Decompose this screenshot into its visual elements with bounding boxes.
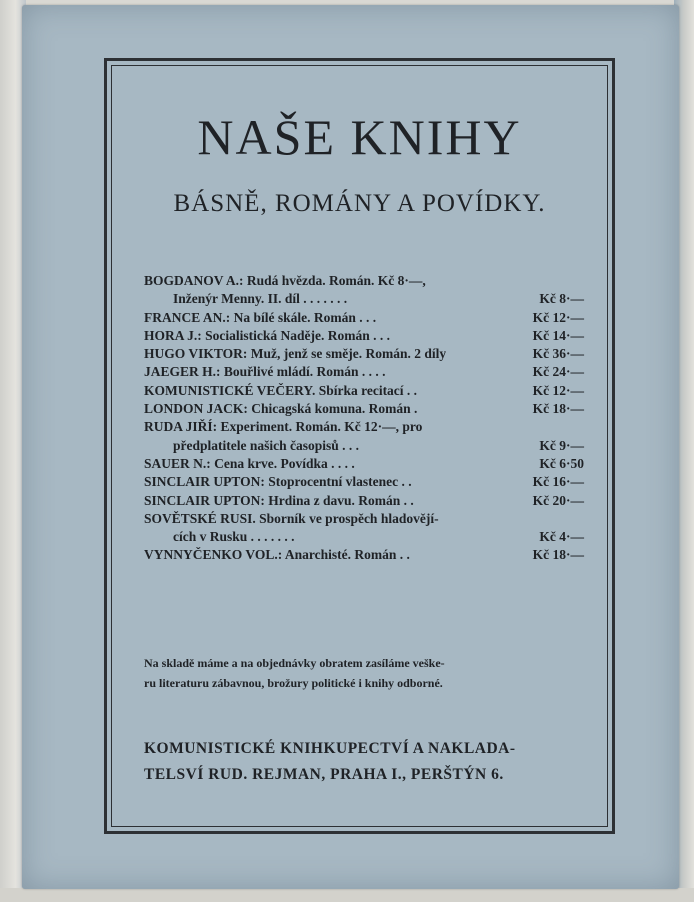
- book-price: Kč 9·—: [539, 437, 584, 453]
- book-entry-text: FRANCE AN.: Na bílé skále. Román . . .: [144, 309, 377, 325]
- book-list-item: [144, 510, 584, 528]
- book-entry-text: SOVĚTSKÉ RUSI. Sborník ve prospěch hladovějí-: [144, 510, 439, 526]
- book-entry-text: SINCLAIR UPTON: Stoprocentní vlastenec . .: [144, 474, 412, 490]
- book-list-item: [144, 290, 584, 308]
- book-entry-text: BOGDANOV A.: Rudá hvězda. Román. Kč 8·—,: [144, 273, 426, 288]
- book-list-item: [144, 473, 584, 491]
- cover-content: [112, 66, 607, 826]
- note-line: Na skladě máme a na objednávky obratem zasíláme veške-: [144, 656, 445, 670]
- book-price: Kč 16·—: [532, 474, 584, 490]
- book-list-item: [144, 528, 584, 546]
- book-list-item: [144, 455, 584, 473]
- page-title: NAŠE KNIHY: [197, 109, 522, 165]
- book-list-item: [144, 272, 584, 290]
- book-list-item: [144, 382, 584, 400]
- book-price: Kč 24·—: [532, 364, 584, 380]
- book-price: Kč 6·50: [539, 455, 584, 471]
- book-price: Kč 14·—: [532, 327, 584, 343]
- book-price: Kč 18·—: [532, 401, 584, 417]
- book-entry-text: LONDON JACK: Chicagská komuna. Román .: [144, 401, 418, 417]
- book-entry-text: JAEGER H.: Bouřlivé mládí. Román . . . .: [144, 364, 386, 380]
- book-entry-text: SAUER N.: Cena krve. Povídka . . . .: [144, 455, 355, 471]
- book-list: [144, 272, 584, 565]
- book-entry-text: cích v Rusku . . . . . . .: [173, 529, 295, 545]
- book-list-item: [144, 363, 584, 381]
- book-list-item: [144, 400, 584, 418]
- book-list-item: [144, 546, 584, 564]
- book-price: Kč 20·—: [532, 492, 584, 508]
- book-price: Kč 18·—: [532, 547, 584, 563]
- background-bottom: [0, 888, 694, 902]
- book-price: Kč 12·—: [532, 309, 584, 325]
- book-price: Kč 12·—: [532, 382, 584, 398]
- publisher-line: KOMUNISTICKÉ KNIHKUPECTVÍ A NAKLADA-: [144, 740, 516, 757]
- book-entry-text: KOMUNISTICKÉ VEČERY. Sbírka recitací . .: [144, 382, 418, 398]
- book-list-item: [144, 437, 584, 455]
- book-entry-text: HUGO VIKTOR: Muž, jenž se směje. Román. 2 díly: [144, 346, 447, 362]
- publisher-imprint: [144, 736, 584, 788]
- book-entry-text: Inženýr Menny. II. díl . . . . . . .: [173, 291, 348, 307]
- book-list-item: [144, 418, 584, 436]
- page-subtitle: BÁSNĚ, ROMÁNY A POVÍDKY.: [173, 190, 546, 217]
- book-entry-text: HORA J.: Socialistická Naděje. Román . . .: [144, 327, 390, 343]
- book-entry-text: VYNNYČENKO VOL.: Anarchisté. Román . .: [144, 547, 410, 563]
- book-entry-text: RUDA JIŘÍ: Experiment. Román. Kč 12·—, pro: [144, 419, 423, 435]
- book-list-item: [144, 492, 584, 510]
- book-entry-text: SINCLAIR UPTON: Hrdina z davu. Román . .: [144, 492, 414, 508]
- book-list-item: [144, 309, 584, 327]
- book-entry-text: předplatitele našich časopisů . . .: [173, 437, 360, 453]
- publisher-line: TELSVÍ RUD. REJMAN, PRAHA I., PERŠTÝN 6.: [144, 766, 504, 783]
- book-price: Kč 8·—: [539, 291, 584, 307]
- note-line: ru literaturu zábavnou, brožury politické i knihy odborné.: [144, 676, 443, 690]
- stock-note: [144, 653, 582, 693]
- book-price: Kč 4·—: [539, 529, 584, 545]
- book-list-item: [144, 345, 584, 363]
- book-list-item: [144, 327, 584, 345]
- book-price: Kč 36·—: [532, 346, 584, 362]
